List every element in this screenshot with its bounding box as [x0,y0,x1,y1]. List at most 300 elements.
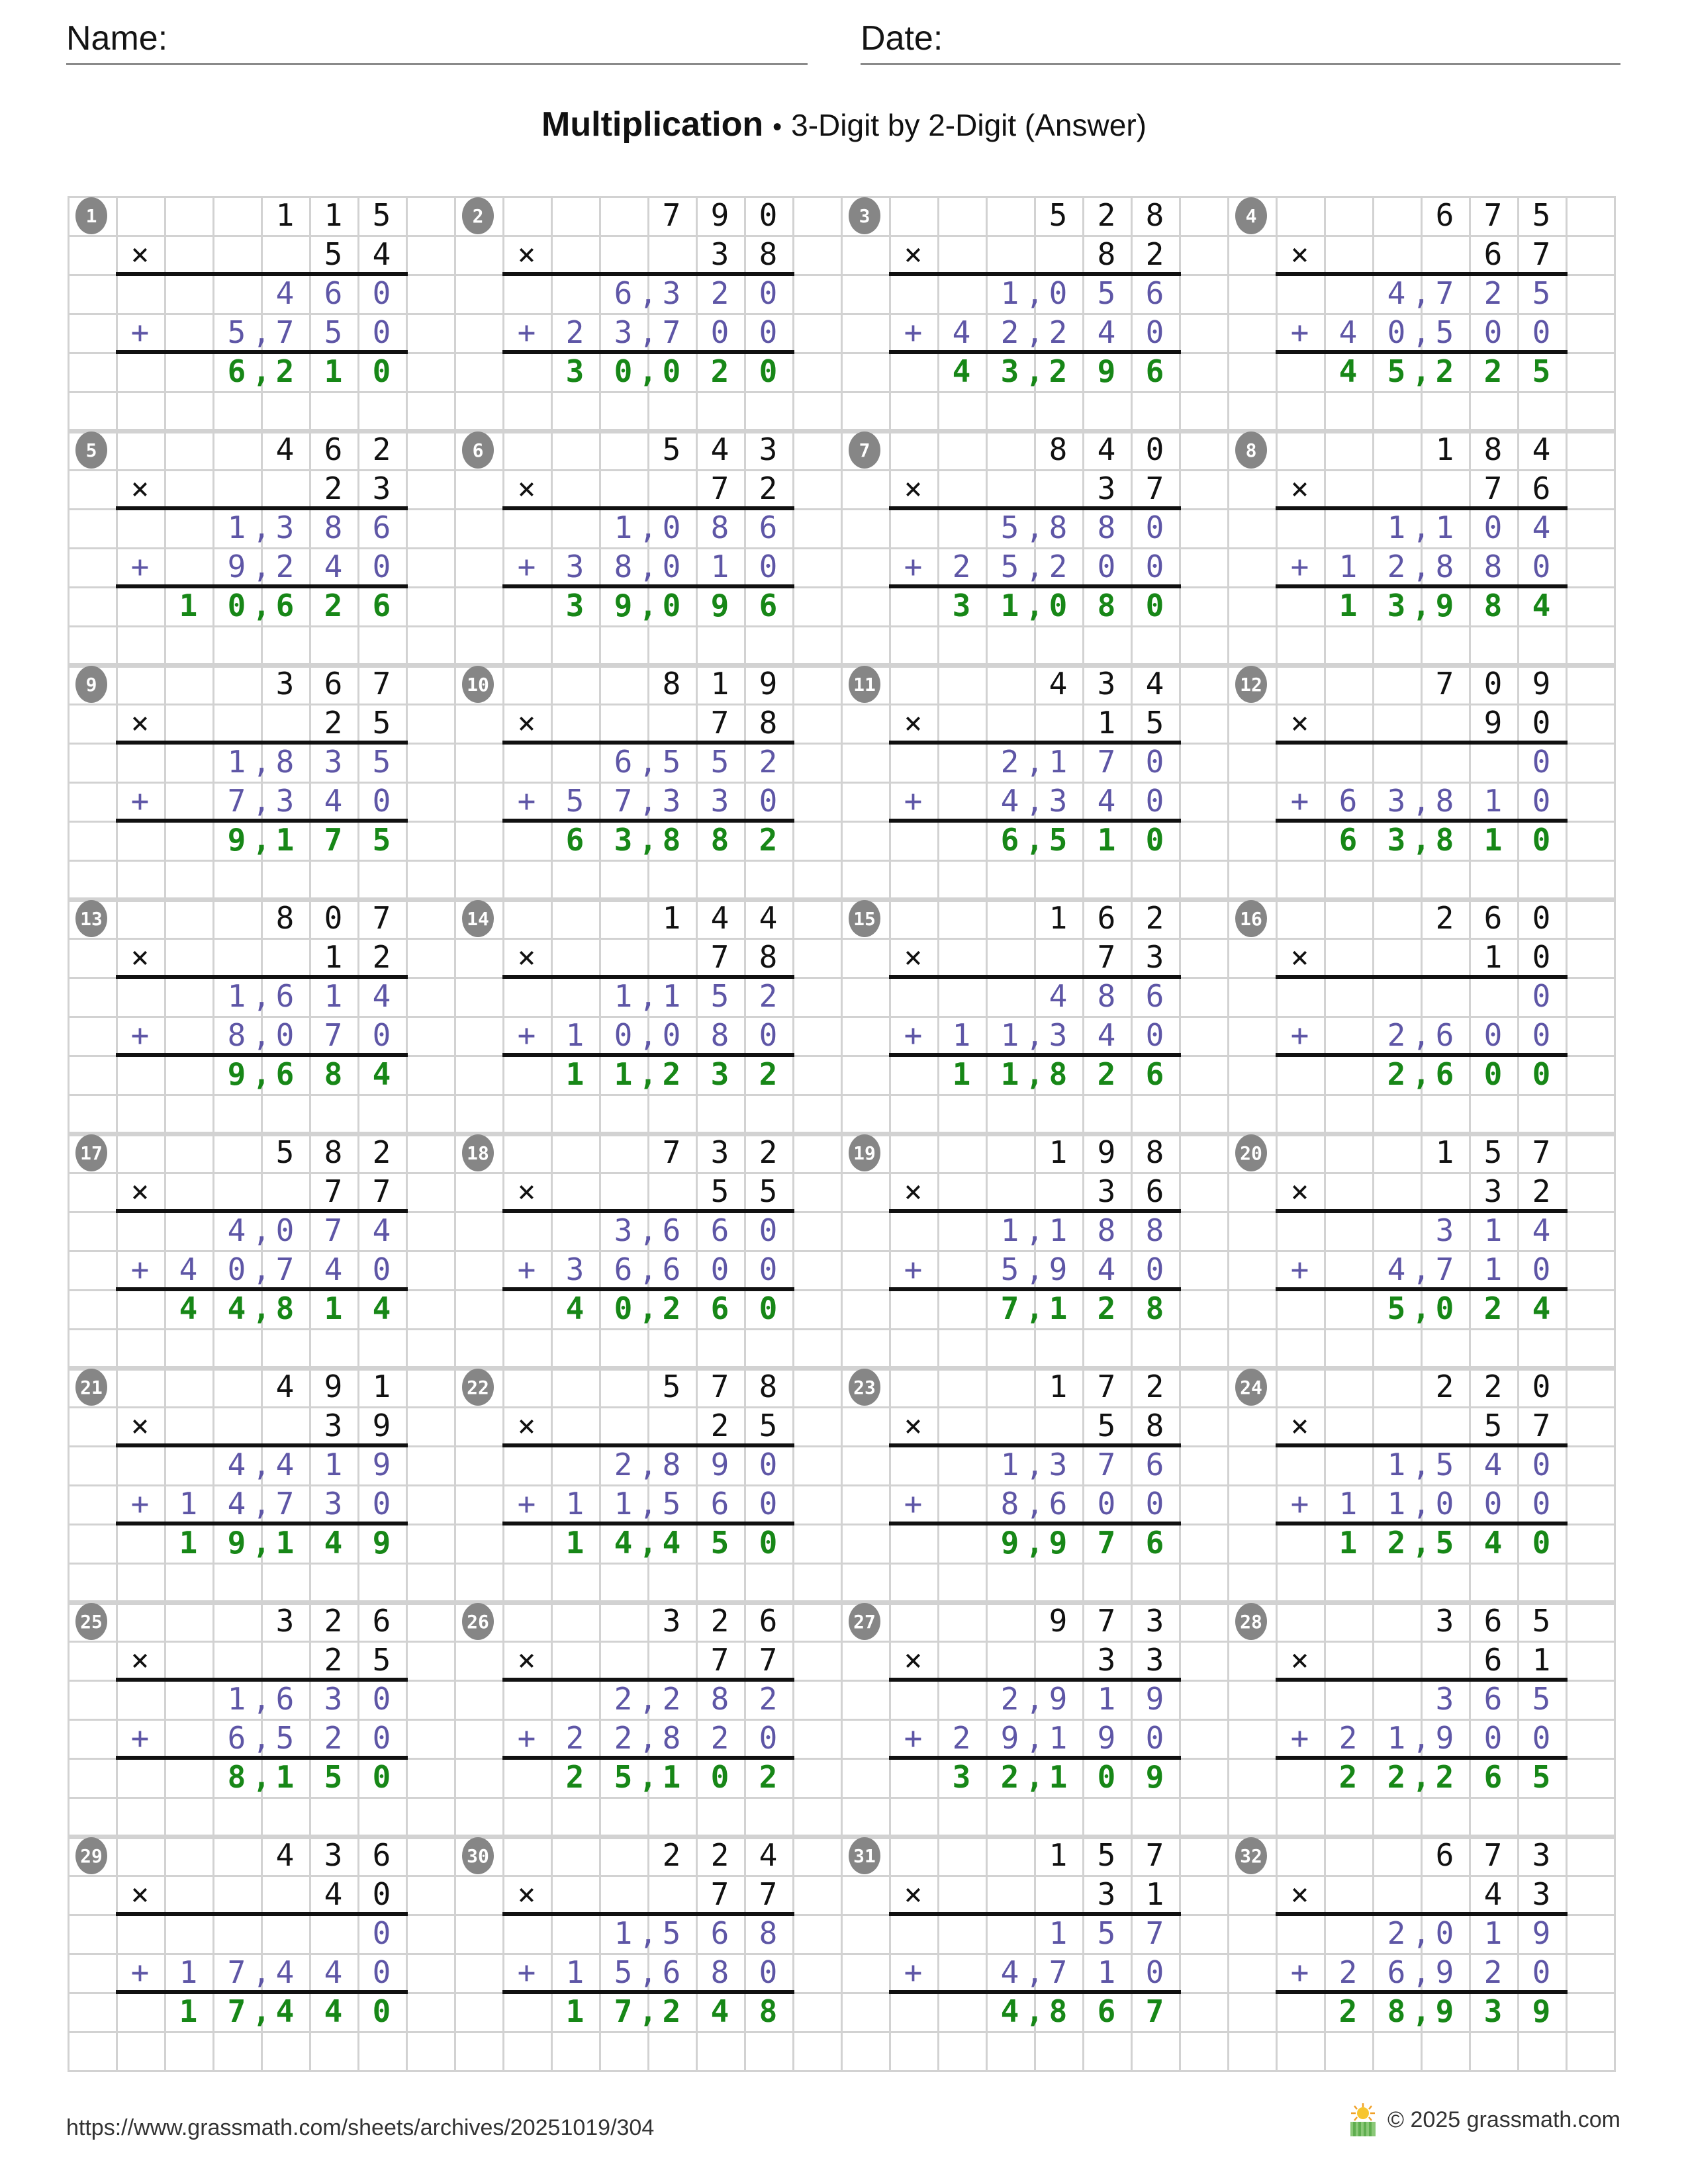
multiply-sign: × [1290,1876,1309,1912]
multiply-sign: × [904,1642,923,1678]
partial-product-2-digit: 5 [565,783,585,819]
partial-product-2-digit: 4 [1000,1954,1019,1990]
multiply-sign: × [517,1876,536,1912]
partial-product-1-digit: 6 [710,1915,729,1951]
partial-product-1-digit: 8 [710,1681,729,1717]
final-answer-digit: 3 [952,588,971,623]
footer-url: https://www.grassmath.com/sheets/archives/20251019/304 [66,2115,655,2140]
final-answer-digit: 7 [324,822,343,858]
final-answer-digit: 8 [324,1056,343,1092]
partial-product-1-digit: 4 [372,1212,391,1248]
partial-product-1-digit: 4 [227,1447,246,1482]
final-answer-digit: 4 [614,1525,633,1561]
partial-product-2-digit: 1 [565,1486,585,1522]
final-answer-digit: 7 [1145,1993,1164,2029]
partial-product-2-comma: , [1025,314,1044,350]
plus-sign: + [1290,783,1309,819]
plus-sign: + [517,1017,536,1053]
multiplier-digit: 9 [372,1408,391,1443]
partial-product-2-digit: 7 [324,1017,343,1053]
plus-sign: + [517,314,536,350]
partial-product-2-digit: 9 [1000,1720,1019,1756]
final-answer-digit: 6 [275,588,295,623]
final-answer-digit: 8 [1097,588,1116,623]
final-answer-comma: , [1025,1291,1044,1326]
partial-product-2-comma: , [1412,1954,1430,1990]
partial-product-2-digit: 4 [1387,1251,1406,1287]
problem-number-badge: 19 [849,1134,880,1171]
partial-product-1-digit: 0 [1532,744,1551,780]
multiplier-digit: 7 [710,1876,729,1912]
final-answer-comma: , [252,1291,271,1326]
final-answer-digit: 4 [324,1993,343,2029]
problem-number-badge: 26 [462,1603,494,1640]
partial-product-1-digit: 1 [324,978,343,1014]
final-answer-digit: 3 [710,1056,729,1092]
final-answer-digit: 9 [1049,1525,1068,1561]
multiplier-digit: 1 [1145,1876,1164,1912]
partial-product-2-comma: , [639,1017,657,1053]
partial-product-2-comma: , [1412,314,1430,350]
partial-product-2-digit: 0 [1532,1017,1551,1053]
partial-product-1-comma: , [1025,744,1044,780]
final-answer-digit: 1 [1049,1759,1068,1795]
multiplicand-digit: 0 [759,197,778,233]
final-answer-digit: 6 [1483,1759,1503,1795]
plus-sign: + [130,1251,150,1287]
partial-product-1-digit: 6 [1483,1681,1503,1717]
partial-product-1-digit: 6 [1145,1447,1164,1482]
partial-product-2-digit: 0 [759,783,778,819]
final-answer-digit: 6 [227,353,246,389]
title-bullet: • [773,113,782,142]
partial-product-2-digit: 1 [1387,1486,1406,1522]
partial-product-2-digit: 6 [1435,1017,1454,1053]
partial-product-1-digit: 1 [227,510,246,545]
final-answer-digit: 0 [1532,1525,1551,1561]
problem-number-badge: 13 [75,900,107,937]
final-answer-digit: 2 [1338,1759,1358,1795]
partial-product-1-digit: 1 [662,978,681,1014]
problem-number-badge: 21 [75,1369,107,1406]
partial-product-2-digit: 6 [1387,1954,1406,1990]
partial-product-2-digit: 0 [1532,314,1551,350]
partial-product-2-comma: , [252,1017,271,1053]
multiply-sign: × [904,236,923,272]
problem-7 [841,430,1179,625]
multiplier-digit: 2 [324,471,343,506]
problem-29 [68,1836,406,2031]
problem-28 [1227,1602,1566,1797]
final-answer-comma: , [1025,353,1044,389]
partial-product-2-digit: 0 [1145,314,1164,350]
multiplicand-digit: 2 [759,1134,778,1170]
worksheet-title [0,105,1688,144]
multiplier-digit: 7 [710,705,729,741]
partial-product-2-digit: 5 [227,314,246,350]
partial-product-1-digit: 4 [1532,1212,1551,1248]
problem-17 [68,1133,406,1328]
partial-product-2-digit: 1 [1483,783,1503,819]
plus-sign: + [1290,549,1309,584]
multiply-sign: × [1290,705,1309,741]
multiply-sign: × [517,705,536,741]
partial-product-2-digit: 6 [662,1954,681,1990]
multiplicand-digit: 7 [1483,197,1503,233]
final-answer-digit: 4 [372,1291,391,1326]
partial-product-1-digit: 1 [1049,1212,1068,1248]
partial-product-2-digit: 5 [275,1720,295,1756]
final-answer-digit: 0 [1097,1759,1116,1795]
partial-product-1-digit: 6 [324,275,343,311]
plus-sign: + [130,783,150,819]
partial-product-1-digit: 9 [1049,1681,1068,1717]
multiplier-digit: 3 [1097,1173,1116,1209]
problem-number-badge: 25 [75,1603,107,1640]
final-answer-comma: , [252,588,271,623]
problem-6 [454,430,792,625]
partial-product-1-comma: , [252,978,271,1014]
partial-product-1-comma: , [639,510,657,545]
partial-product-2-digit: 4 [1338,314,1358,350]
partial-product-1-digit: 6 [662,1212,681,1248]
partial-product-2-digit: 9 [227,549,246,584]
final-answer-comma: , [1025,1525,1044,1561]
partial-product-1-digit: 0 [275,1212,295,1248]
problem-number-badge: 24 [1235,1369,1267,1406]
partial-product-2-digit: 5 [614,1954,633,1990]
partial-product-1-digit: 1 [1049,1915,1068,1951]
problem-number-badge: 11 [849,666,880,703]
plus-sign: + [904,314,923,350]
partial-product-2-digit: 4 [1097,1251,1116,1287]
footer-copyright: © 2025 grassmath.com [1387,2107,1620,2132]
final-answer-digit: 0 [662,353,681,389]
partial-product-1-digit: 2 [759,1681,778,1717]
multiplicand-digit: 6 [372,1837,391,1873]
multiplicand-digit: 9 [759,666,778,702]
final-answer-comma: , [639,1525,657,1561]
partial-product-2-digit: 4 [1097,783,1116,819]
final-answer-digit: 4 [1338,353,1358,389]
sun-over-grass-icon [1348,2102,1378,2138]
partial-product-2-comma: , [1025,1720,1044,1756]
final-answer-digit: 4 [275,1993,295,2029]
partial-product-2-digit: 3 [565,549,585,584]
partial-product-1-comma: , [1025,1447,1044,1482]
multiplicand-digit: 6 [1483,900,1503,936]
multiplicand-digit: 0 [1532,900,1551,936]
partial-product-2-digit: 1 [1000,1017,1019,1053]
partial-product-2-digit: 0 [1387,314,1406,350]
problem-1 [68,196,406,391]
final-answer-digit: 0 [1145,588,1164,623]
multiplier-digit: 8 [759,939,778,975]
partial-product-1-digit: 5 [662,1915,681,1951]
final-answer-digit: 3 [1000,353,1019,389]
partial-product-1-digit: 2 [1000,744,1019,780]
final-answer-digit: 8 [1387,1993,1406,2029]
partial-product-1-digit: 6 [1145,275,1164,311]
multiplicand-digit: 1 [1049,900,1068,936]
problem-number-badge: 29 [75,1837,107,1874]
final-answer-digit: 9 [1097,353,1116,389]
multiplicand-digit: 3 [759,432,778,467]
multiply-sign: × [904,1876,923,1912]
partial-product-1-comma: , [1412,1915,1430,1951]
final-answer-digit: 2 [710,353,729,389]
problem-5 [68,430,406,625]
partial-product-2-digit: 0 [614,1017,633,1053]
final-answer-comma: , [1412,1291,1430,1326]
final-answer-comma: , [639,353,657,389]
multiply-sign: × [904,471,923,506]
plus-sign: + [1290,1486,1309,1522]
partial-product-1-comma: , [1025,1212,1044,1248]
partial-product-2-digit: 2 [614,1720,633,1756]
partial-product-2-digit: 4 [1000,783,1019,819]
partial-product-1-digit: 9 [372,1447,391,1482]
partial-product-1-digit: 0 [1145,510,1164,545]
problem-24 [1227,1367,1566,1563]
multiplier-digit: 7 [372,1173,391,1209]
final-answer-digit: 7 [227,1993,246,2029]
partial-product-1-digit: 1 [614,978,633,1014]
partial-product-2-digit: 0 [759,1017,778,1053]
partial-product-2-digit: 8 [614,549,633,584]
multiplicand-digit: 1 [1049,1134,1068,1170]
final-answer-digit: 3 [1483,1993,1503,2029]
multiplicand-digit: 9 [1049,1603,1068,1639]
final-answer-comma: , [1025,1759,1044,1795]
partial-product-2-digit: 2 [1387,549,1406,584]
plus-sign: + [130,314,150,350]
plus-sign: + [904,549,923,584]
multiplicand-digit: 8 [1145,1134,1164,1170]
multiplicand-digit: 0 [1532,1369,1551,1404]
multiplier-digit: 7 [1532,236,1551,272]
date-blank-line [861,63,1620,65]
multiplicand-digit: 7 [1097,1603,1116,1639]
partial-product-1-digit: 5 [662,744,681,780]
final-answer-comma: , [639,588,657,623]
multiplicand-digit: 3 [710,1134,729,1170]
multiplier-digit: 6 [1483,1642,1503,1678]
partial-product-2-digit: 0 [1145,549,1164,584]
final-answer-digit: 9 [227,822,246,858]
problem-21 [68,1367,406,1563]
multiply-sign: × [517,236,536,272]
partial-product-2-digit: 1 [1338,1486,1358,1522]
final-answer-digit: 3 [565,588,585,623]
partial-product-1-digit: 8 [759,1915,778,1951]
problem-19 [841,1133,1179,1328]
multiplier-digit: 3 [710,236,729,272]
partial-product-2-digit: 4 [324,783,343,819]
partial-product-2-digit: 0 [372,549,391,584]
problem-number-badge: 6 [462,432,494,469]
multiplicand-digit: 4 [275,1369,295,1404]
partial-product-1-digit: 1 [1483,1212,1503,1248]
partial-product-2-comma: , [252,314,271,350]
plus-sign: + [904,1017,923,1053]
partial-product-2-digit: 0 [1145,1486,1164,1522]
partial-product-2-digit: 0 [1483,314,1503,350]
partial-product-2-digit: 2 [1483,1954,1503,1990]
final-answer-digit: 1 [1483,822,1503,858]
partial-product-2-digit: 5 [1000,1251,1019,1287]
partial-product-2-digit: 8 [1483,549,1503,584]
problem-16 [1227,899,1566,1094]
partial-product-1-digit: 5 [1097,1915,1116,1951]
problem-number-badge: 1 [75,197,107,234]
partial-product-1-digit: 1 [1435,510,1454,545]
multiplier-digit: 6 [1145,1173,1164,1209]
partial-product-1-digit: 0 [1435,1915,1454,1951]
problem-number-badge: 14 [462,900,494,937]
multiplicand-digit: 2 [662,1837,681,1873]
multiplicand-digit: 5 [1532,1603,1551,1639]
final-answer-digit: 4 [710,1993,729,2029]
multiplicand-digit: 4 [759,900,778,936]
partial-product-1-digit: 0 [1483,510,1503,545]
final-answer-digit: 1 [179,588,198,623]
partial-product-2-digit: 4 [275,1954,295,1990]
multiplier-digit: 1 [1532,1642,1551,1678]
partial-product-2-comma: , [1025,1486,1044,1522]
multiplicand-digit: 3 [1532,1837,1551,1873]
partial-product-1-digit: 7 [324,1212,343,1248]
multiply-sign: × [517,1642,536,1678]
partial-product-2-digit: 1 [179,1954,198,1990]
partial-product-2-digit: 3 [275,783,295,819]
partial-product-2-digit: 7 [1435,1251,1454,1287]
plus-sign: + [130,1486,150,1522]
partial-product-1-digit: 6 [614,744,633,780]
partial-product-1-digit: 8 [662,1447,681,1482]
problem-number-badge: 4 [1235,197,1267,234]
multiplicand-digit: 6 [324,432,343,467]
final-answer-digit: 1 [1338,1525,1358,1561]
problem-10 [454,664,792,860]
multiply-sign: × [1290,1173,1309,1209]
partial-product-2-digit: 0 [1145,783,1164,819]
partial-product-1-digit: 5 [1000,510,1019,545]
final-answer-digit: 8 [710,822,729,858]
partial-product-2-digit: 8 [1435,549,1454,584]
partial-product-2-digit: 4 [1097,1017,1116,1053]
partial-product-2-digit: 2 [710,1720,729,1756]
partial-product-1-digit: 1 [227,1681,246,1717]
problem-12 [1227,664,1566,860]
partial-product-2-comma: , [639,1486,657,1522]
problem-number-badge: 22 [462,1369,494,1406]
multiply-sign: × [1290,236,1309,272]
partial-product-1-digit: 2 [1000,1681,1019,1717]
partial-product-2-digit: 6 [1338,783,1358,819]
multiplier-digit: 2 [759,471,778,506]
problem-number-badge: 17 [75,1134,107,1171]
partial-product-2-digit: 0 [1097,549,1116,584]
partial-product-1-digit: 4 [372,978,391,1014]
multiplicand-digit: 6 [1435,1837,1454,1873]
final-answer-digit: 0 [759,1525,778,1561]
multiplicand-digit: 8 [324,1134,343,1170]
partial-product-1-digit: 2 [662,1681,681,1717]
partial-product-2-digit: 2 [1387,1017,1406,1053]
partial-product-1-digit: 2 [1387,1915,1406,1951]
partial-product-1-digit: 6 [1145,978,1164,1014]
final-answer-digit: 4 [952,353,971,389]
problem-15 [841,899,1179,1094]
multiplier-digit: 7 [759,1642,778,1678]
partial-product-1-comma: , [1412,510,1430,545]
final-answer-comma: , [639,1291,657,1326]
partial-product-2-digit: 0 [662,549,681,584]
final-answer-digit: 0 [710,1759,729,1795]
final-answer-digit: 8 [759,1993,778,2029]
multiplicand-digit: 3 [324,1837,343,1873]
final-answer-digit: 5 [1435,1525,1454,1561]
multiplicand-digit: 2 [1435,900,1454,936]
final-answer-comma: , [1025,588,1044,623]
multiplicand-digit: 1 [1435,432,1454,467]
multiplier-digit: 3 [1097,471,1116,506]
date-label: Date: [861,19,943,58]
plus-sign: + [130,1954,150,1990]
partial-product-1-digit: 6 [759,510,778,545]
partial-product-1-digit: 5 [710,978,729,1014]
partial-product-2-digit: 8 [662,1720,681,1756]
partial-product-2-digit: 1 [1387,1720,1406,1756]
multiplicand-digit: 5 [662,1369,681,1404]
multiplier-digit: 4 [324,1876,343,1912]
multiplier-digit: 2 [324,1642,343,1678]
problem-3 [841,196,1179,391]
final-answer-digit: 0 [759,353,778,389]
final-answer-digit: 0 [1145,822,1164,858]
partial-product-2-digit: 7 [227,783,246,819]
multiplicand-digit: 4 [759,1837,778,1873]
multiplicand-digit: 1 [1435,1134,1454,1170]
partial-product-2-digit: 4 [179,1251,198,1287]
problem-number-badge: 12 [1235,666,1267,703]
final-answer-comma: , [252,1993,271,2029]
final-answer-digit: 1 [614,1056,633,1092]
multiplicand-digit: 4 [710,900,729,936]
multiplier-digit: 1 [324,939,343,975]
multiplier-digit: 3 [1145,939,1164,975]
multiplier-digit: 7 [1532,1408,1551,1443]
partial-product-1-comma: , [639,1915,657,1951]
partial-product-2-digit: 9 [1435,1954,1454,1990]
final-answer-digit: 4 [565,1291,585,1326]
partial-product-2-digit: 8 [1435,783,1454,819]
plus-sign: + [904,1486,923,1522]
final-answer-digit: 6 [372,588,391,623]
partial-product-1-digit: 1 [324,1447,343,1482]
partial-product-2-digit: 3 [1387,783,1406,819]
partial-product-2-digit: 7 [275,1251,295,1287]
partial-product-2-digit: 6 [1049,1486,1068,1522]
multiply-sign: × [130,1408,150,1443]
partial-product-2-digit: 2 [324,1720,343,1756]
final-answer-digit: 5 [324,1759,343,1795]
multiplicand-digit: 1 [372,1369,391,1404]
final-answer-digit: 0 [227,588,246,623]
multiplier-digit: 2 [1532,1173,1551,1209]
name-blank-line [66,63,808,65]
